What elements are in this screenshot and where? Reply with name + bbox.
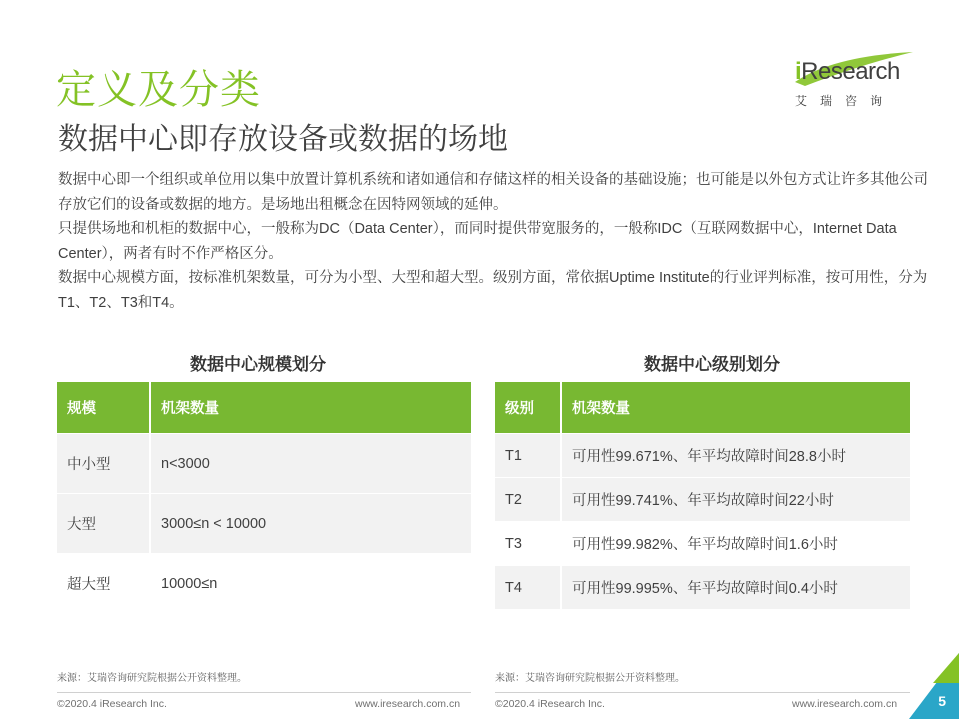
table-cell: 大型 <box>57 494 150 554</box>
page-subtitle: 数据中心即存放设备或数据的场地 <box>58 123 508 156</box>
footer-divider-left <box>57 692 471 693</box>
logo-chinese-name: 艾瑞咨询 <box>795 94 896 108</box>
table-row <box>495 434 910 478</box>
table-row <box>495 522 910 566</box>
table-row <box>495 566 910 610</box>
intro-text <box>58 168 928 315</box>
logo-wordmark-i: i <box>795 58 802 85</box>
website-link-right[interactable]: www.iresearch.com.cn <box>792 698 898 710</box>
table-header-row <box>57 382 471 434</box>
page-number: 5 <box>938 693 946 709</box>
table-row <box>57 494 471 554</box>
page-title: 定义及分类 <box>56 68 261 112</box>
table-cell: T2 <box>495 478 561 522</box>
iresearch-logo <box>793 50 918 110</box>
copyright-right: ©2020.4 iResearch Inc. <box>495 698 605 710</box>
column-header: 机架数量 <box>561 382 910 434</box>
level-table <box>495 382 910 609</box>
scale-table-title: 数据中心规模划分 <box>190 355 326 374</box>
source-note-right: 来源：艾瑞咨询研究院根据公开资料整理。 <box>495 673 685 684</box>
table-cell: T3 <box>495 522 561 566</box>
scale-table <box>57 382 471 613</box>
table-row <box>57 554 471 614</box>
table-cell: 超大型 <box>57 554 150 614</box>
intro-paragraph-1: 数据中心即一个组织或单位用以集中放置计算机系统和诸如通信和存储这样的相关设备的基础设施；也可能是以外包方式让许多其他公司存放它们的设备或数据的地方。是场地出租概念在因特网领域的延伸。 <box>58 172 928 213</box>
source-note-left: 来源：艾瑞咨询研究院根据公开资料整理。 <box>57 673 247 684</box>
table-cell: T1 <box>495 434 561 478</box>
level-table-title: 数据中心级别划分 <box>644 355 780 374</box>
table-cell: T4 <box>495 566 561 610</box>
logo-wordmark <box>795 58 900 86</box>
column-header: 级别 <box>495 382 561 434</box>
table-cell: 3000≤n < 10000 <box>150 494 471 554</box>
table-cell: 中小型 <box>57 434 150 494</box>
intro-paragraph-2: 只提供场地和机柜的数据中心，一般称为DC（Data Center），而同时提供带宽服务的，一般称IDC（互联网数据中心，Internet Data Center），两者有时不作严格区分。 <box>58 221 897 262</box>
table-cell: n<3000 <box>150 434 471 494</box>
website-link-left[interactable]: www.iresearch.com.cn <box>355 698 461 710</box>
table-row <box>57 434 471 494</box>
table-cell: 10000≤n <box>150 554 471 614</box>
column-header: 规模 <box>57 382 150 434</box>
table-row <box>495 478 910 522</box>
logo-wordmark-rest: Research <box>801 58 900 85</box>
intro-paragraph-3: 数据中心规模方面，按标准机架数量，可分为小型、大型和超大型。级别方面，常依据Uptime Institute的行业评判标准，按可用性，分为T1、T2、T3和T4。 <box>58 270 928 311</box>
table-header-row <box>495 382 910 434</box>
table-cell: 可用性99.995%、年平均故障时间0.4小时 <box>561 566 910 610</box>
table-cell: 可用性99.671%、年平均故障时间28.8小时 <box>561 434 910 478</box>
copyright-left: ©2020.4 iResearch Inc. <box>57 698 167 710</box>
table-cell: 可用性99.982%、年平均故障时间1.6小时 <box>561 522 910 566</box>
footer-divider-right <box>495 692 910 693</box>
column-header: 机架数量 <box>150 382 471 434</box>
corner-triangle-decoration <box>909 653 959 719</box>
table-cell: 可用性99.741%、年平均故障时间22小时 <box>561 478 910 522</box>
